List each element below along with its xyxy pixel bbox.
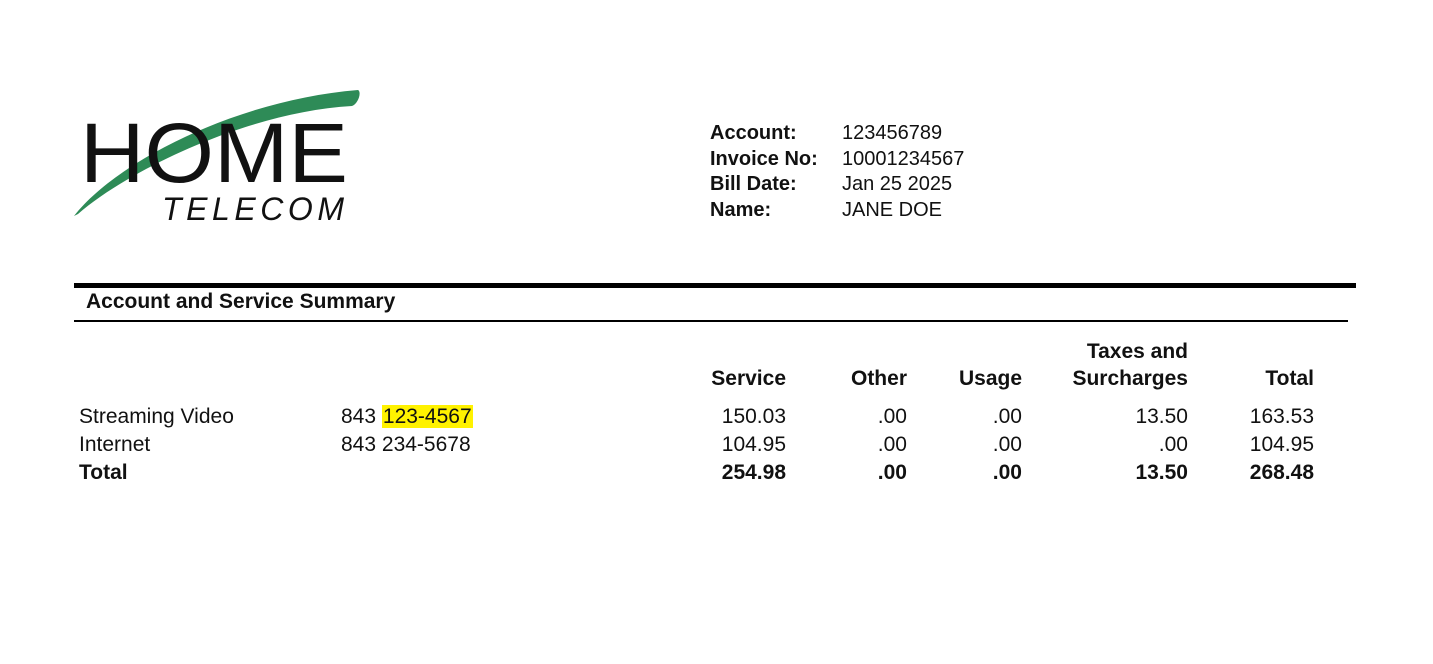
account-info-block [710, 121, 964, 223]
taxes-amount: .00 [1158, 433, 1188, 456]
column-header-taxes-line1: Taxes and [1086, 340, 1188, 363]
total-usage: .00 [992, 461, 1022, 484]
total-other: .00 [877, 461, 907, 484]
account-value: 123456789 [842, 122, 943, 145]
logo-name-bottom: TELECOM [162, 191, 344, 227]
totals-label: Total [79, 461, 128, 484]
bill-date-value: Jan 25 2025 [842, 173, 953, 196]
home-telecom-logo [66, 82, 366, 232]
total-taxes: 13.50 [1135, 461, 1188, 484]
total-amount: 163.53 [1249, 405, 1314, 428]
other-amount: .00 [877, 405, 907, 428]
column-header-taxes-line2: Surcharges [1072, 367, 1188, 390]
service-amount: 104.95 [721, 433, 786, 456]
section-divider-thin [74, 320, 1348, 322]
column-header-other: Other [850, 367, 907, 390]
name-label: Name: [710, 198, 772, 221]
column-header-usage: Usage [958, 367, 1022, 390]
name-value: JANE DOE [842, 198, 943, 221]
phone-number [341, 404, 473, 430]
total-amount: 104.95 [1249, 433, 1314, 456]
service-amount: 150.03 [721, 405, 786, 428]
taxes-amount: 13.50 [1135, 405, 1188, 428]
logo-name-top: HOME [80, 106, 348, 200]
account-row [710, 121, 964, 147]
service-name: Streaming Video [79, 405, 234, 428]
phone-highlighted: 123-4567 [382, 405, 472, 428]
account-label: Account: [710, 122, 797, 145]
invoice-row [710, 147, 964, 173]
invoice-label: Invoice No: [710, 147, 818, 170]
other-amount: .00 [877, 433, 907, 456]
phone-rest: 234-5678 [381, 433, 471, 456]
invoice-value: 10001234567 [842, 147, 965, 170]
section-divider-thick [74, 283, 1356, 288]
phone-prefix: 843 [341, 405, 377, 428]
usage-amount: .00 [992, 405, 1022, 428]
column-header-service: Service [711, 367, 786, 390]
bill-date-label: Bill Date: [710, 173, 797, 196]
service-name: Internet [79, 433, 151, 456]
section-title: Account and Service Summary [86, 290, 396, 313]
total-service: 254.98 [721, 461, 786, 484]
grand-total: 268.48 [1249, 461, 1314, 484]
column-header-total: Total [1265, 367, 1314, 390]
phone-number [341, 432, 471, 458]
phone-prefix: 843 [341, 433, 377, 456]
usage-amount: .00 [992, 433, 1022, 456]
bill-date-row [710, 172, 964, 198]
name-row [710, 198, 964, 224]
